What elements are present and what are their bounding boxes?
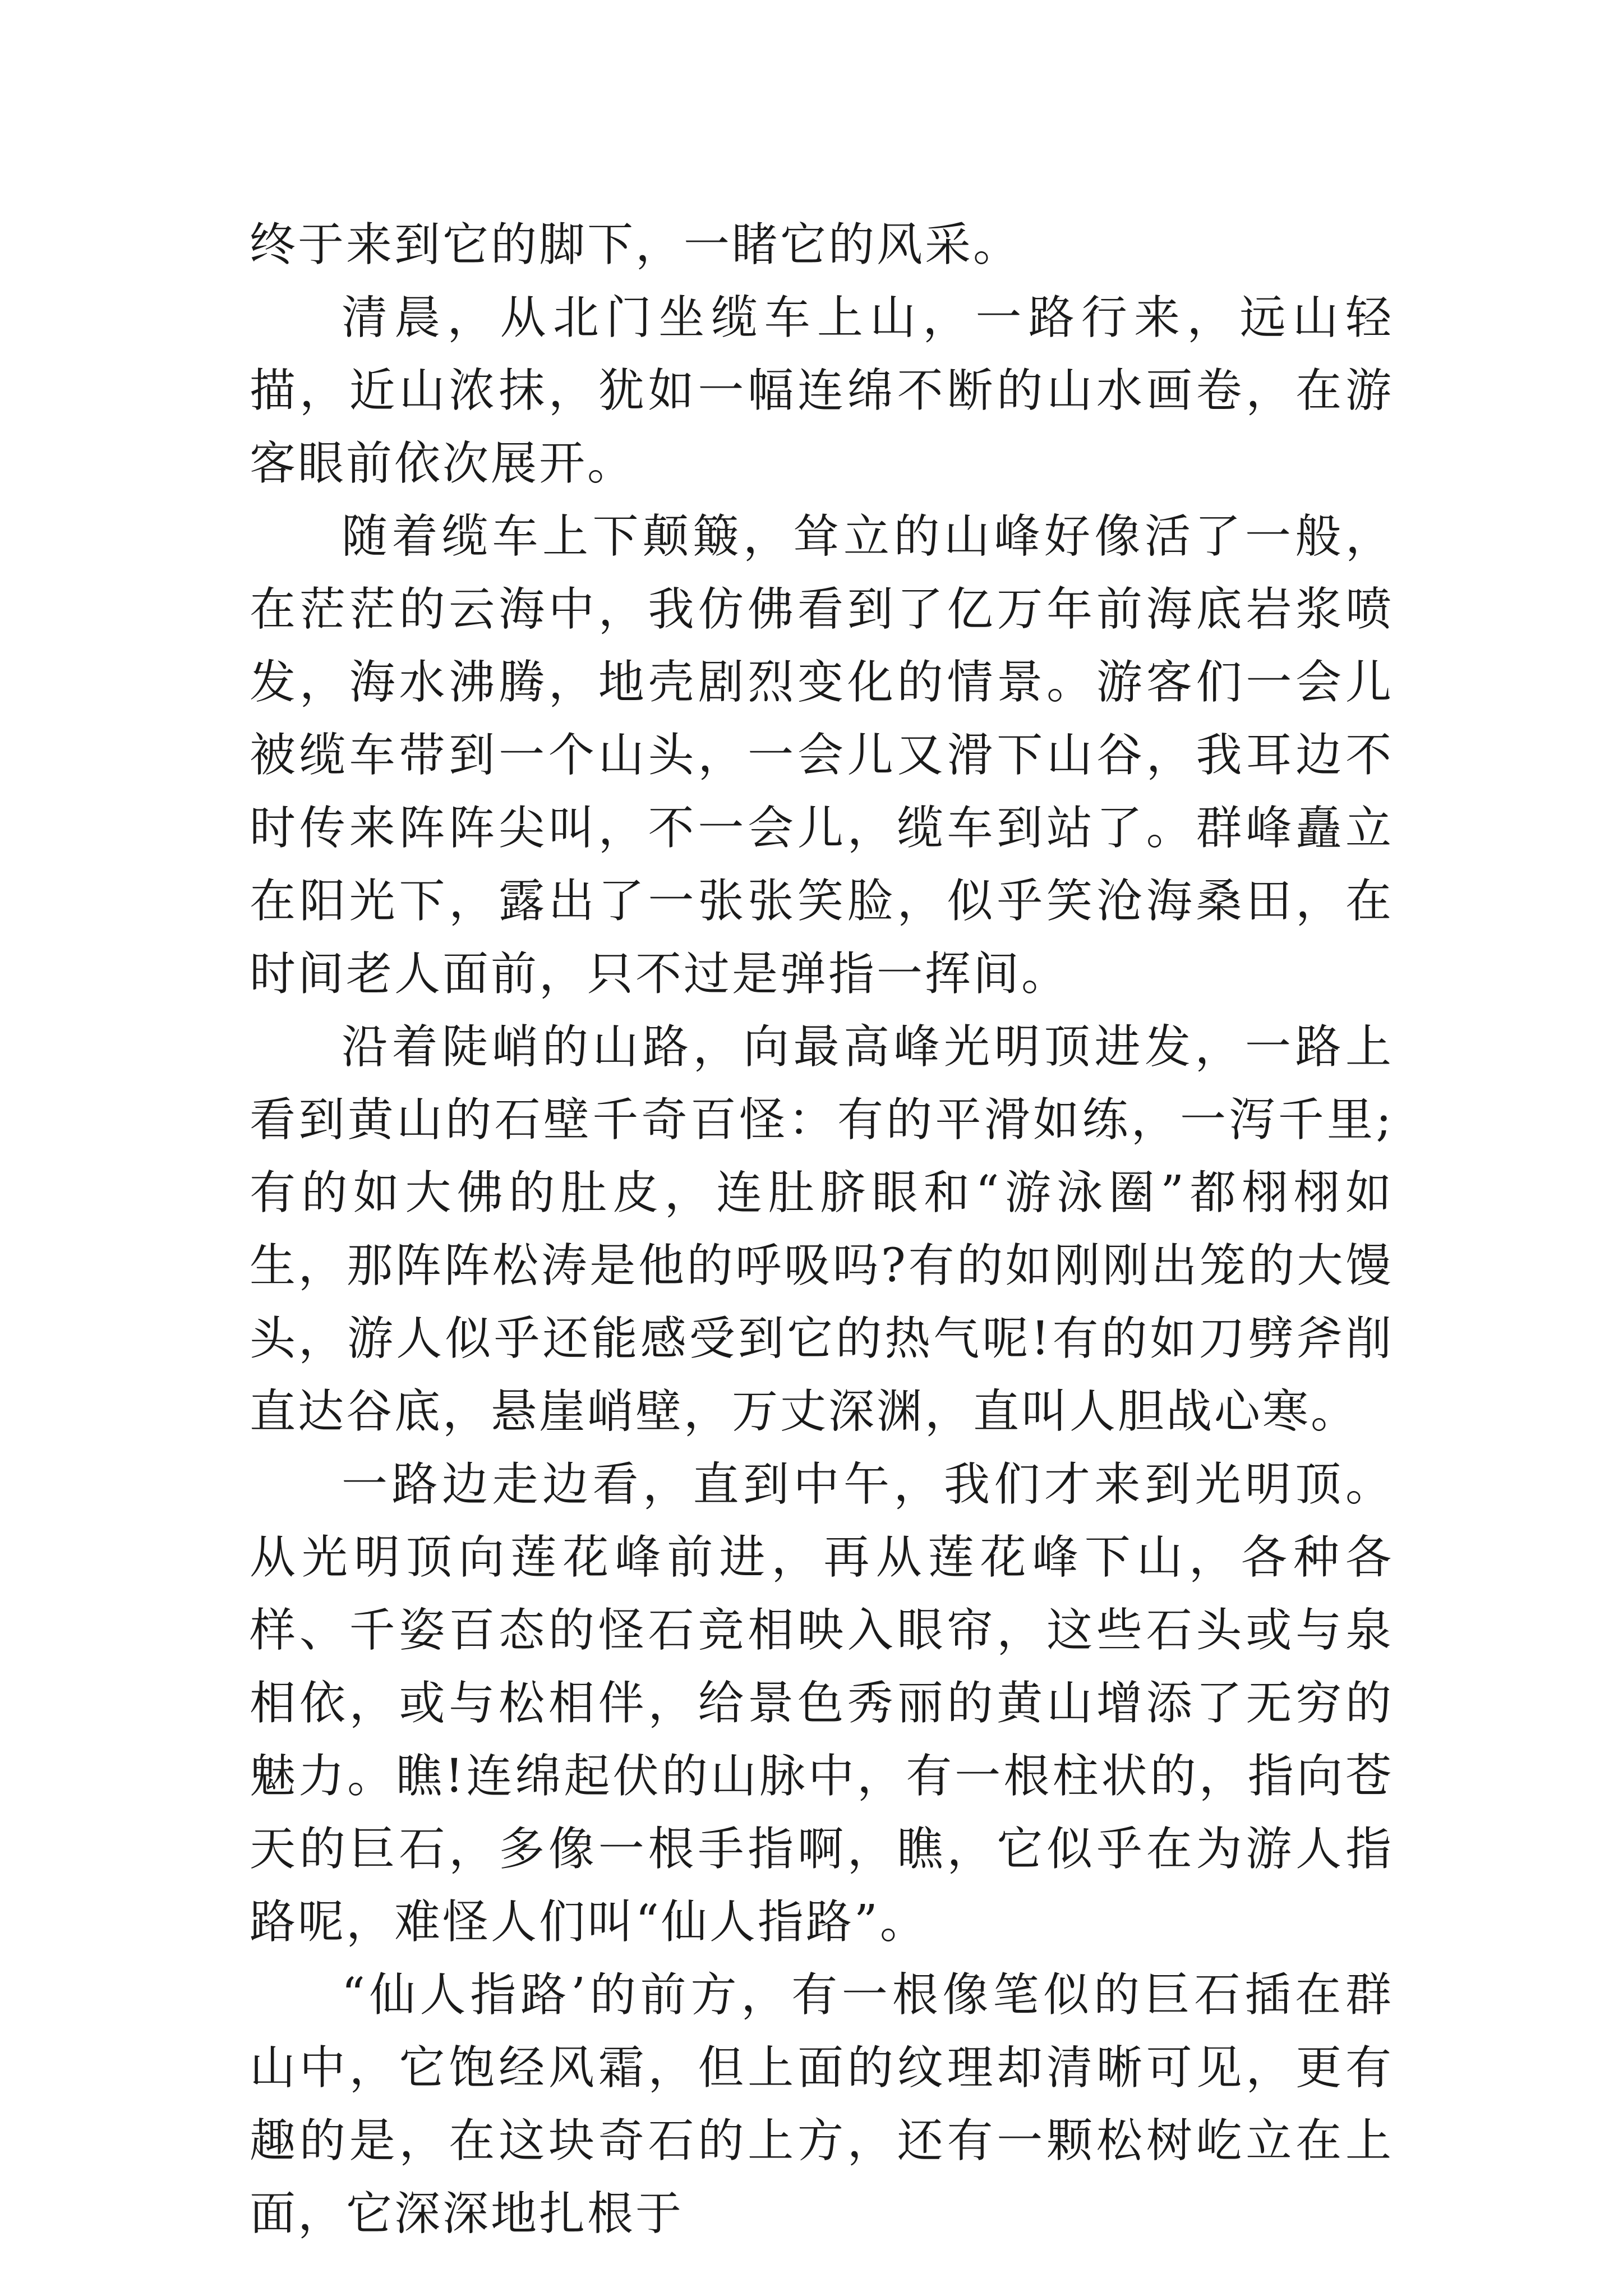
paragraph-stone-walls: 沿着陡峭的山路，向最高峰光明顶进发，一路上看到黄山的石壁千奇百怪：有的平滑如练，一泻千里;有的如大佛的肚皮，连肚脐眼和“游泳圈”都栩栩如生，那阵阵松涛是他的呼吸吗?有的如刚刚出笼的大馒头，游人似乎还能感受到它的热气呢!有的如刀劈斧削直达谷底，悬崖峭壁，万丈深渊，直叫人胆战心寒。 bbox=[250, 1020, 1394, 1438]
paragraph-continued: 终于来到它的脚下，一睹它的风采。 bbox=[250, 218, 1022, 272]
paragraph-cable-car: 清晨，从北门坐缆车上山，一路行来，远山轻描，近山浓抹，犹如一幅连绵不断的山水画卷，在游客眼前依次展开。 bbox=[250, 291, 1394, 490]
article-body bbox=[250, 209, 1394, 2251]
paragraph-brush-rock: “仙人指路’的前方，有一根像笔似的巨石插在群山中，它饱经风霜，但上面的纹理却清晰可见，更有趣的是，在这块奇石的上方，还有一颗松树屹立在上面，它深深地扎根于 bbox=[250, 1968, 1394, 2240]
paragraph-bright-summit: 一路边走边看，直到中午，我们才来到光明顶。从光明顶向莲花峰前进，再从莲花峰下山，各种各样、千姿百态的怪石竞相映入眼帘，这些石头或与泉相依，或与松相伴，给景色秀丽的黄山增添了无穷的魅力。瞧!连绵起伏的山脉中，有一根柱状的，指向苍天的巨石，多像一根手指啊，瞧，它似乎在为游人指路呢，难怪人们叫“仙人指路”。 bbox=[250, 1458, 1394, 1949]
paragraph-peaks: 随着缆车上下颠簸，耸立的山峰好像活了一般，在茫茫的云海中，我仿佛看到了亿万年前海底岩浆喷发，海水沸腾，地壳剧烈变化的情景。游客们一会儿被缆车带到一个山头，一会儿又滑下山谷，我耳边不时传来阵阵尖叫，不一会儿，缆车到站了。群峰矗立在阳光下，露出了一张张笑脸，似乎笑沧海桑田，在时间老人面前，只不过是弹指一挥间。 bbox=[250, 510, 1394, 1001]
